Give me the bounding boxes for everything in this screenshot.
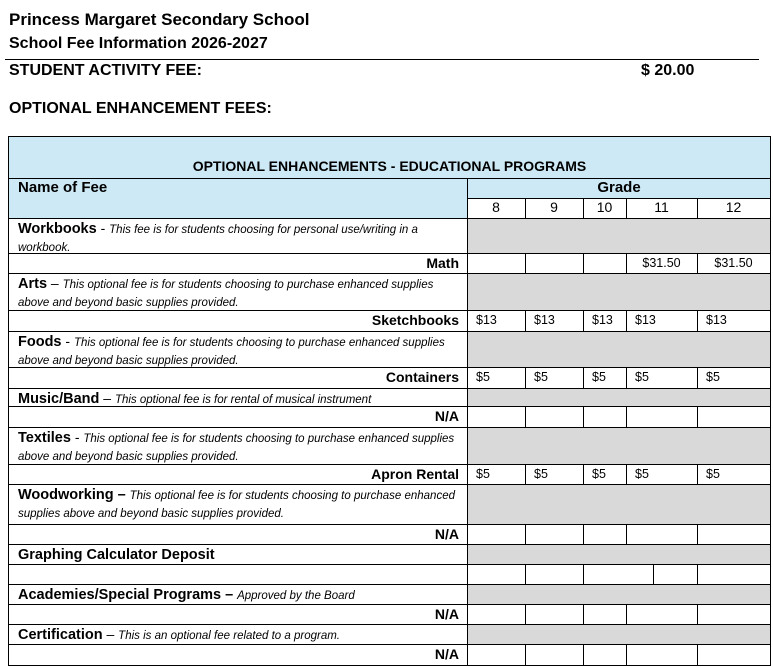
table-rule <box>9 367 770 368</box>
table-rule <box>626 406 627 427</box>
table-rule <box>626 524 627 544</box>
table-rule <box>9 253 770 254</box>
table-rule <box>9 644 770 645</box>
fee-title: Graphing Calculator Deposit <box>18 547 215 563</box>
table-rule <box>9 178 770 179</box>
table-rule <box>525 367 526 388</box>
fee-name: Arts – This optional fee is for students choosing to purchase enhanced supplies above and beyond basic supplies provided. <box>18 275 434 309</box>
fee-item-label: Sketchbooks <box>371 312 459 328</box>
header-rule <box>5 59 759 60</box>
table-rule <box>697 464 698 484</box>
row-gray-band <box>468 274 770 310</box>
table-rule <box>525 310 526 331</box>
grade-number: 11 <box>654 199 669 215</box>
table-rule <box>525 198 526 218</box>
table-rule <box>583 310 584 331</box>
table-rule <box>697 406 698 427</box>
table-rule <box>697 604 698 624</box>
grade-number: 12 <box>725 199 742 215</box>
table-rule <box>626 198 627 218</box>
table-title: OPTIONAL ENHANCEMENTS - EDUCATIONAL PROGRAMS <box>192 158 587 174</box>
table-rule <box>9 524 770 525</box>
row-gray-band <box>468 625 770 644</box>
table-rule <box>583 367 584 388</box>
table-rule <box>525 253 526 273</box>
fee-item-label: N/A <box>434 526 459 542</box>
table-rule <box>9 464 770 465</box>
fee-item-label: Math <box>426 255 459 271</box>
table-rule <box>626 604 627 624</box>
table-rule <box>626 464 627 484</box>
table-rule <box>583 253 584 273</box>
fee-description: This optional fee is for rental of musical instrument <box>114 394 372 406</box>
table-rule <box>697 310 698 331</box>
fee-name: Textiles - This optional fee is for students choosing to purchase enhanced supplies above and beyond basic supplies provided. <box>18 429 455 463</box>
table-rule <box>525 464 526 484</box>
table-rule <box>525 524 526 544</box>
school-name: Princess Margaret Secondary School <box>9 10 310 29</box>
fee-name <box>18 586 463 604</box>
table-rule <box>697 564 698 584</box>
table-rule <box>697 367 698 388</box>
fee-title: Foods <box>18 334 62 350</box>
fee-description: This optional fee is for students choosing to purchase enhanced supplies above and beyond basic supplies provided. <box>18 279 434 309</box>
fee-amount-cell: $31.50 <box>642 256 681 270</box>
fee-item-label: Apron Rental <box>371 466 459 482</box>
grade-number: 9 <box>550 199 558 215</box>
document-subtitle: School Fee Information 2026-2027 <box>9 35 268 52</box>
fee-amount-cell: $13 <box>635 313 656 327</box>
fee-title: Workbooks <box>18 221 97 237</box>
grade-number: 8 <box>492 199 500 215</box>
table-rule <box>525 644 526 665</box>
row-gray-band <box>468 485 770 524</box>
row-gray-band <box>468 585 770 604</box>
table-rule <box>583 198 584 218</box>
table-rule <box>525 406 526 427</box>
activity-fee-label: STUDENT ACTIVITY FEE: <box>9 62 202 79</box>
table-rule <box>697 253 698 273</box>
table-rule <box>9 604 770 605</box>
table-rule <box>525 564 526 584</box>
fee-title: Academies/Special Programs – <box>18 587 234 603</box>
optional-fees-label: OPTIONAL ENHANCEMENT FEES: <box>9 100 272 117</box>
table-rule <box>9 406 770 407</box>
table-rule <box>583 464 584 484</box>
table-rule <box>9 310 770 311</box>
table-rule <box>626 253 627 273</box>
fee-description: This fee is for students choosing for personal use/writing in a workbook. <box>18 224 418 254</box>
table-rule <box>697 644 698 665</box>
fee-name: Workbooks - This fee is for students choosing for personal use/writing in a workbook. <box>18 220 418 254</box>
table-rule <box>467 198 770 199</box>
fee-title: Certification <box>18 627 103 643</box>
fee-item-label: N/A <box>434 408 459 424</box>
table-rule <box>653 564 654 584</box>
fee-amount-cell: $5 <box>476 467 490 481</box>
fee-title: Woodworking – <box>18 487 126 503</box>
fee-amount-cell: $13 <box>476 313 497 327</box>
table-rule <box>583 524 584 544</box>
row-gray-band <box>468 545 770 564</box>
table-rule <box>9 564 770 565</box>
fee-amount-cell: $5 <box>706 467 720 481</box>
fee-description: This optional fee is for students choosing to purchase enhanced supplies above and beyond basic supplies provided. <box>18 433 455 463</box>
table-rule <box>626 310 627 331</box>
fee-name <box>18 486 463 522</box>
fee-amount-cell: $5 <box>706 370 720 384</box>
grade-number: 10 <box>596 199 613 215</box>
fee-description: This optional fee is for students choosing to purchase enhanced supplies above and beyond basic supplies provided. <box>18 337 445 367</box>
fee-title: Arts <box>18 276 48 292</box>
fee-description: This optional fee is for students choosing to purchase enhanced supplies above and beyond basic supplies provided. <box>18 490 455 520</box>
fee-item-label: N/A <box>434 606 459 622</box>
fee-amount-cell: $5 <box>534 467 548 481</box>
fee-item-label: N/A <box>434 646 459 662</box>
activity-fee-amount: $ 20.00 <box>641 62 695 79</box>
fee-amount-cell: $5 <box>534 370 548 384</box>
fee-title: Music/Band <box>18 391 100 407</box>
fee-amount-cell: $5 <box>635 370 649 384</box>
fee-name: Music/Band – This optional fee is for rental of musical instrument <box>18 390 372 407</box>
grade-header: Grade <box>597 179 641 196</box>
fee-title: Textiles <box>18 430 71 446</box>
fee-amount-cell: $13 <box>706 313 727 327</box>
fee-table <box>8 136 771 666</box>
table-rule <box>626 644 627 665</box>
fee-description: This is an optional fee related to a program. <box>118 630 340 642</box>
table-rule <box>626 367 627 388</box>
fee-item-label: Containers <box>385 369 459 385</box>
table-rule <box>697 524 698 544</box>
fee-amount-cell: $5 <box>635 467 649 481</box>
fee-amount-cell: $5 <box>592 370 606 384</box>
table-rule <box>583 604 584 624</box>
fee-amount-cell: $13 <box>592 313 613 327</box>
table-rule <box>583 406 584 427</box>
row-gray-band <box>468 428 770 464</box>
fee-name: Foods - This optional fee is for students choosing to purchase enhanced supplies above and beyond basic supplies provided. <box>18 333 445 367</box>
fee-name <box>18 546 463 563</box>
table-rule <box>525 604 526 624</box>
fee-amount-cell: $5 <box>476 370 490 384</box>
table-rule <box>583 564 584 584</box>
row-gray-band <box>468 389 770 406</box>
fee-amount-cell: $31.50 <box>714 256 753 270</box>
table-rule <box>583 644 584 665</box>
fee-description: Approved by the Board <box>237 590 355 602</box>
fee-amount-cell: $5 <box>592 467 606 481</box>
name-of-fee-header: Name of Fee <box>18 179 108 196</box>
fee-name: Certification – This is an optional fee related to a program. <box>18 626 340 643</box>
fee-amount-cell: $13 <box>534 313 555 327</box>
row-gray-band <box>468 219 770 253</box>
row-gray-band <box>468 332 770 367</box>
table-rule <box>697 198 698 218</box>
